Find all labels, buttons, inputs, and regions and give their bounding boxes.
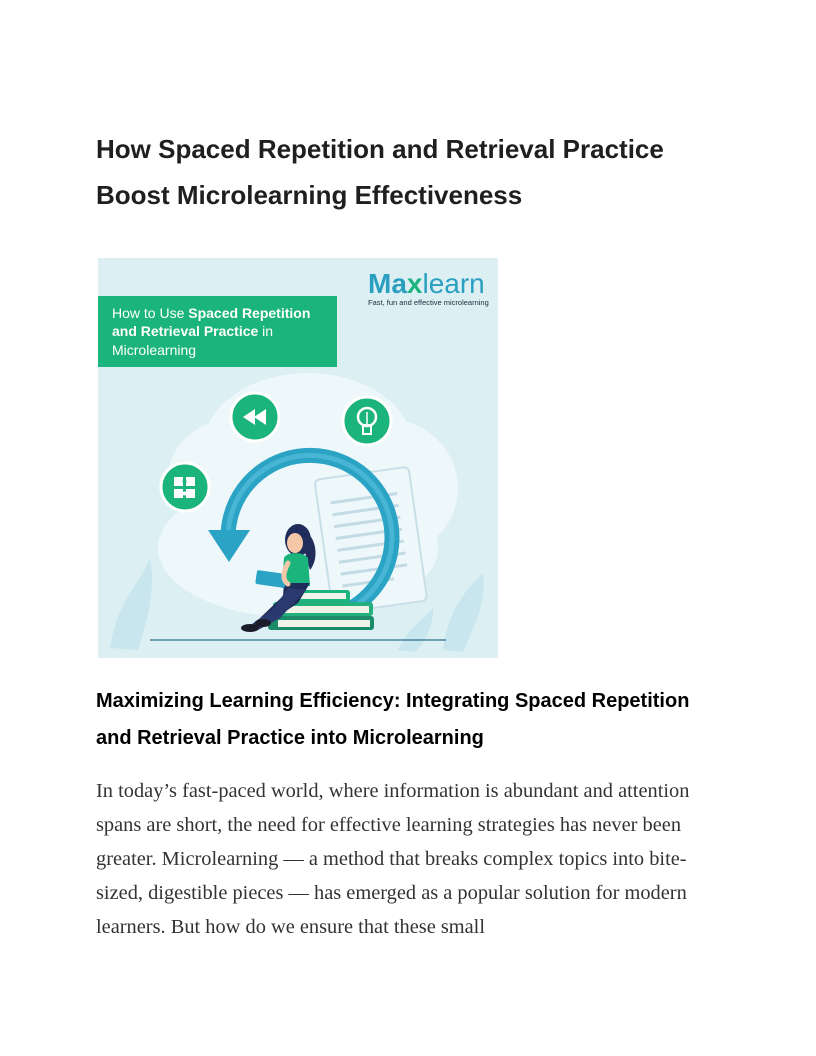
article-body-paragraph: In today’s fast-paced world, where information is abundant and attention spans are short, the need for effective learning strategies has never been greater. Microlearning — a method that breaks complex topics into bite-sized, digestible pieces — has emerged as a popular solution for modern learners. But how do we ensure that these small <box>96 780 690 938</box>
banner-line1-light: How to Use <box>112 305 189 321</box>
banner-line2-bold: and Retrieval Practice <box>112 323 259 339</box>
banner-line3: Microlearning <box>112 342 197 358</box>
banner-box <box>98 296 337 367</box>
lightbulb-icon <box>343 397 391 445</box>
article-subtitle: Maximizing Learning Efficiency: Integrating Spaced Repetition and Retrieval Practice into Microlearning <box>96 690 690 749</box>
logo-tagline: Fast, fun and effective microlearning <box>368 298 489 307</box>
svg-text:and Retrieval Practice in <box>112 323 273 339</box>
logo-part3: learn <box>422 268 485 299</box>
logo-part2: x <box>406 268 423 299</box>
article-title: How Spaced Repetition and Retrieval Practice Boost Microlearning Effectiveness <box>96 134 664 210</box>
banner-line1-bold: Spaced Repetition <box>188 305 311 321</box>
hero-image <box>98 258 498 658</box>
maxlearn-logo <box>368 268 489 307</box>
puzzle-icon <box>161 463 209 511</box>
svg-text:Maxlearn <box>368 268 485 299</box>
banner-line2-light: in <box>258 323 274 339</box>
logo-part1: Ma <box>368 268 407 299</box>
svg-text:How to Use Spaced Repetition <box>112 305 310 321</box>
rewind-icon <box>231 393 279 441</box>
